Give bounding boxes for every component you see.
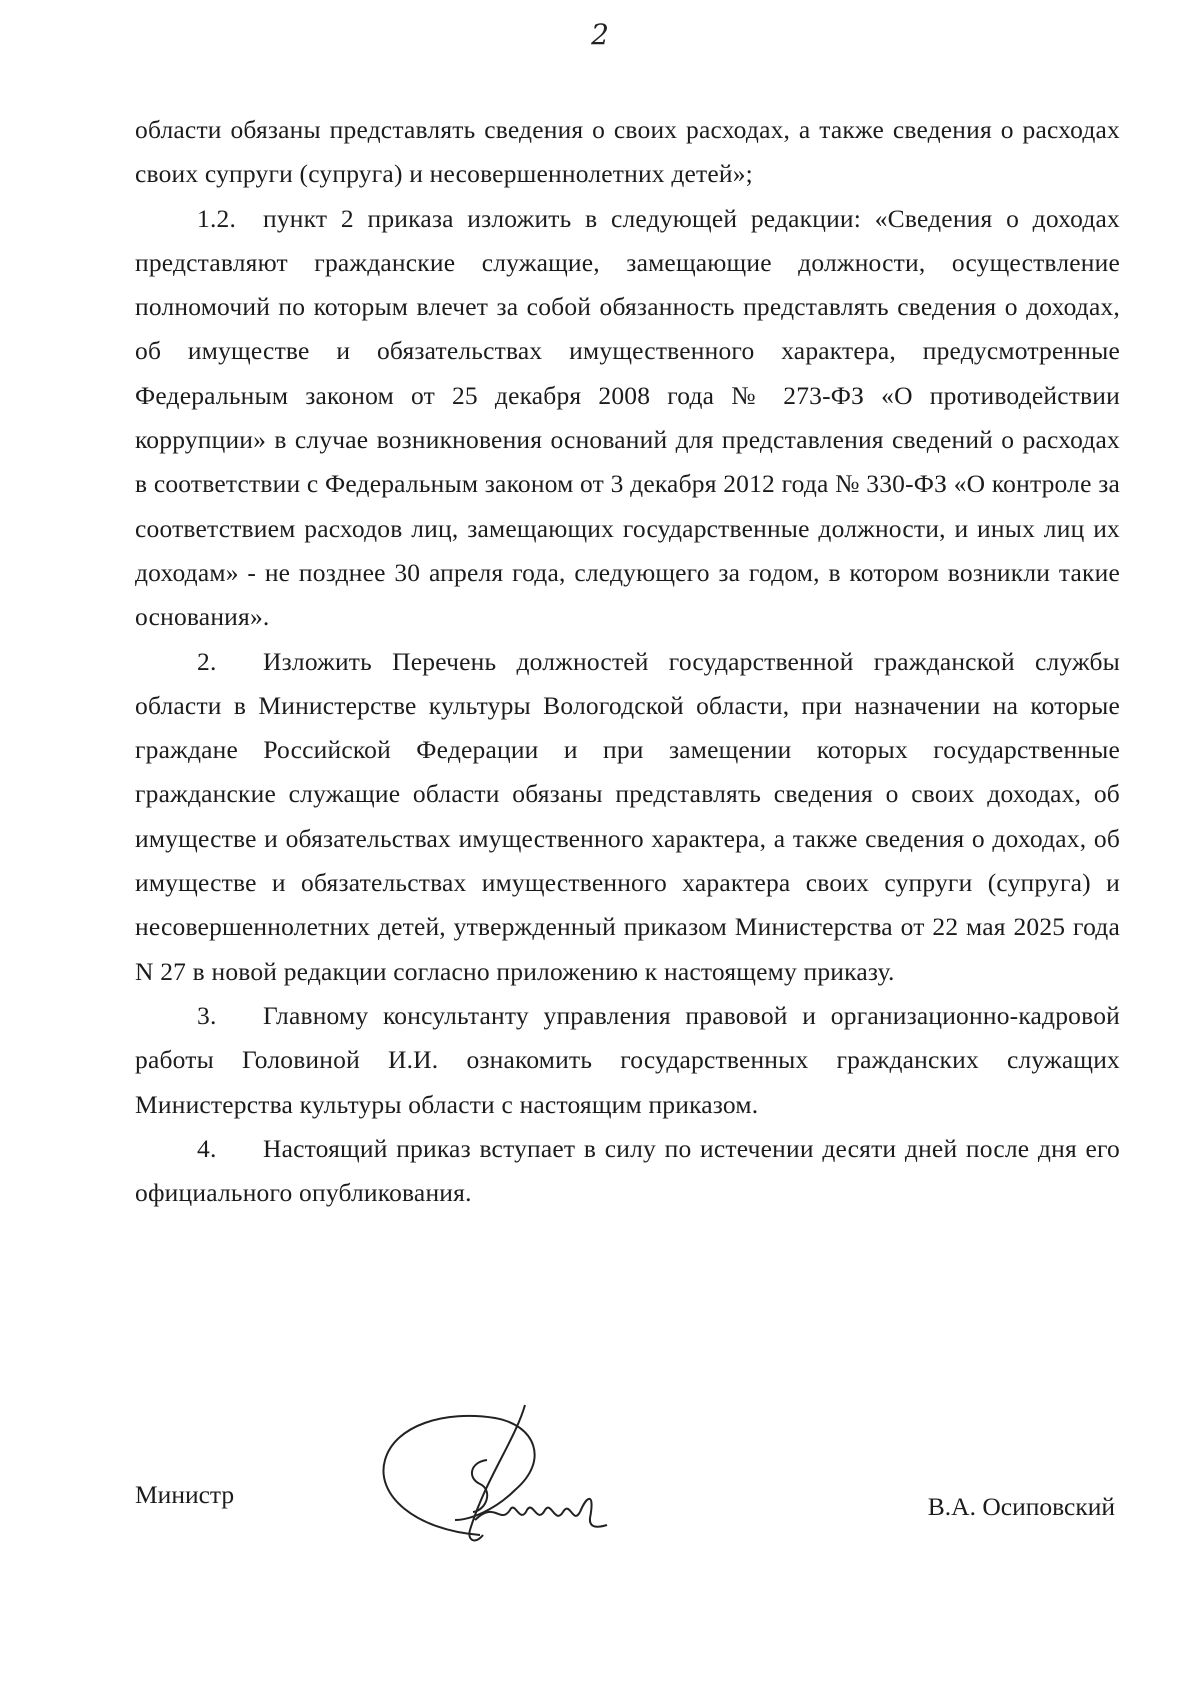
signature-block [0, 1400, 1200, 1580]
signer-name: В.А. Осиповский [927, 1492, 1115, 1521]
paragraph-number: 4. [197, 1133, 217, 1163]
paragraph-3 [135, 994, 1120, 1127]
paragraph-number: 2. [197, 646, 217, 676]
paragraph-text: Главному консультанту управления правовой и организационно-кадровой работы Головиной И.И. ознакомить государственных гражданских служащих Министерства культуры области с настоящим приказом. [135, 1000, 1120, 1119]
paragraph-2 [135, 640, 1120, 994]
signer-position: Министр [135, 1480, 235, 1509]
paragraph-text: Изложить Перечень должностей государственной гражданской службы области в Министерстве культуры Вологодской области, при назначении на которые граждане Российской Федерации и при замещении которых государственные гражданские служащие области обязаны представлять сведения о своих доходах, об имуществе и обязательствах имущественного характера, а также сведения о доходах, об имуществе и обязательствах имущественного характера своих супруги (супруга) и несовершеннолетних детей, утвержденный приказом Министерства от 22 мая 2025 года N 27 в новой редакции согласно приложению к настоящему приказу. [135, 646, 1120, 986]
handwritten-signature [375, 1400, 635, 1575]
paragraph-4 [135, 1127, 1120, 1216]
paragraph-number: 3. [197, 1000, 217, 1030]
paragraph-number: 1.2. [197, 203, 237, 233]
document-body [135, 108, 1120, 1215]
paragraph-text: пункт 2 приказа изложить в следующей редакции: «Сведения о доходах представляют гражданские служащие, замещающие должности, осуществление полномочий по которым влечет за собой обязанность представлять сведения о доходах, об имуществе и обязательствах имущественного характера, предусмотренные Федеральным законом от 25 декабря 2008 года № 273-ФЗ «О противодействии коррупции» в случае возникновения оснований для представления сведений о расходах в соответствии с Федеральным законом от 3 декабря 2012 года № 330-ФЗ «О контроле за соответствием расходов лиц, замещающих государственные должности, и иных лиц их доходам» - не позднее 30 апреля года, следующего за годом, в котором возникли такие основания». [135, 203, 1120, 632]
page-number: 2 [591, 18, 609, 51]
paragraph-continuation: области обязаны представлять сведения о своих расходах, а также сведения о расходах своих супруги (супруга) и несовершеннолетних детей»; [135, 115, 1120, 189]
paragraph-1-2 [135, 197, 1120, 640]
paragraph-text: Настоящий приказ вступает в силу по истечении десяти дней после дня его официального опубликования. [135, 1133, 1120, 1208]
